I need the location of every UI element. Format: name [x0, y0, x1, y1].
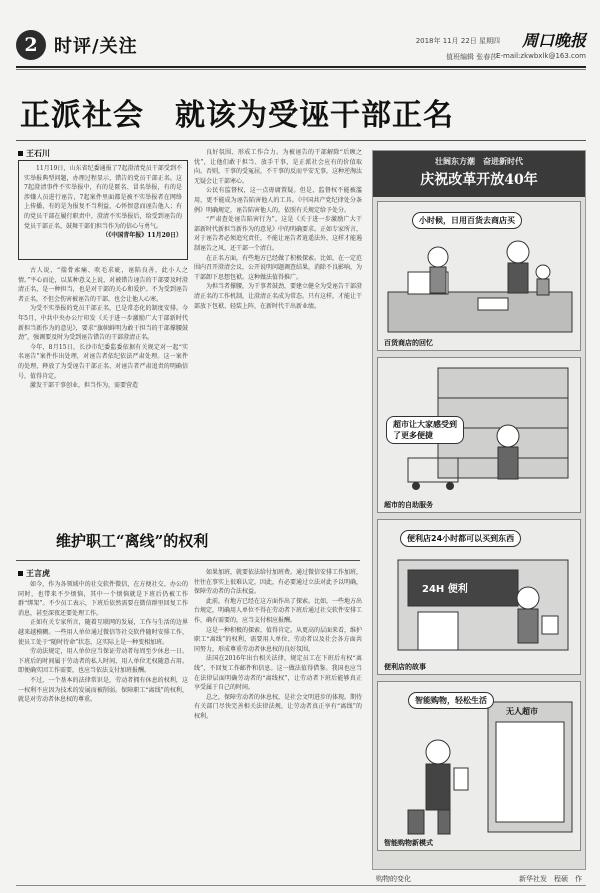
paragraph: “严肃查处诬告陷害行为”，这是《关于进一步激励广大干部新时代新担当新作为的意见》中的明确要求。正如专家所言，对于诬告者必须追究责任，不能让诬告者逍遥法外，这样才能遏制诬告之风，还干部一个清白。 — [194, 216, 362, 252]
contact-email: E-mail:zkwbxlk@163.com — [496, 52, 586, 60]
paragraph: 总之，保障劳动者的休息权，是社会文明进步的体现。期待有关部门尽快完善相关法律法规，让劳动者真正享有“离线”的权利。 — [194, 693, 362, 720]
paragraph: 不过，一个基本的法律常识是，劳动者拥有休息的权利，这一权利不应因为技术的发展而被削弱。保障职工“离线”的权利，就是对劳动者休息权的尊重。 — [18, 676, 188, 704]
speech-bubble: 便利店24小时都可以买到东西 — [400, 530, 521, 547]
secondary-headline: 维护职工“离线”的权利 — [56, 532, 209, 550]
panel-slogan: 壮阔东方潮 奋进新时代 — [435, 157, 523, 166]
paragraph: 激发干部干事创业，担当作为，需要营造 — [30, 382, 139, 390]
illustration-caption: 超市的自助服务 — [384, 501, 433, 509]
main-article-column-1 — [18, 266, 188, 498]
paragraph: 公民有监督权，这一点毋庸置疑。但是，监督权不能被滥用，更不能成为诬告陷害他人的工具。《中国共产党纪律处分条例》明确规定，诬告陷害他人的，依照有关规定给予处分。 — [194, 187, 362, 214]
main-article-column-2 — [194, 148, 362, 500]
headline-divider — [16, 140, 586, 141]
store-sign: 24H 便利 — [422, 584, 468, 595]
speech-bubble: 小时候，日用百货去商店买 — [412, 212, 522, 229]
paragraph: 为担当者撑腰，为干事者鼓劲，要建立健全为受诬告干部澄清正名的工作机制，让澄清正名成为常态。只有这样，才能让干部放下包袱、轻装上阵，在新时代干出新业绩。 — [194, 283, 362, 310]
footer-divider — [16, 885, 586, 886]
illustration-caption: 便利店的故事 — [384, 663, 426, 671]
duty-editor: 值班编辑 张春莎 — [446, 53, 498, 61]
illustration-caption: 百货商店的回忆 — [384, 339, 433, 347]
panel-heading: 庆祝改革开放40年 — [420, 172, 538, 188]
lead-box — [18, 160, 188, 260]
secondary-author: 王言虎 — [18, 568, 50, 579]
lead-paragraph: 11月19日，山东省纪委通报了7起澄清党员干部受到不实举报典型问题，办理过程显示，错告的党员干部正名。这7起澄清事件不实举报中，有的是匿名、冒名举报，有的是涉嫌人员进行诬告，7起案件里面都是被不实举报者在网络上传播，有的是为报复不当利益，心怀恨意而诬告他人；有的党员干部在履行职责中，澄清不实举报后，给受到诬告的党员干部正名，鼓舞干部们担当作为的信心与勇气。 — [24, 165, 182, 230]
secondary-article-column-2 — [194, 568, 362, 870]
paragraph: 古人说，“揣骨索痛、吹毛求疵，诬陷良善，此小人之情。”平心而论，以某种意义上说，对被错告诬告的干部要及时澄清正名，是一种担当，也是对干部的关心和爱护。不为受到诬告者正名，不但会伤害被诬告的干部，也会让他人心寒。 — [18, 267, 188, 303]
header-divider-thin — [16, 69, 586, 70]
header-divider — [16, 66, 586, 68]
paragraph: 正如有关专家所言，随着互联网的发展，工作与生活的边界越来越模糊。一些用人单位通过微信等社交软件随时安排工作，使员工处于“随时待命”状态，这实际上是一种变相加班。 — [18, 619, 188, 646]
page-number: 2 — [16, 30, 46, 60]
page-header — [16, 30, 586, 66]
lead-source: （《中国青年报》11月20日） — [102, 232, 182, 240]
paragraph: 良好氛围、形成工作合力。为被诬告的干部解除“后顾之忧”，让他们敢于担当、放手干事，是正派社会应有的价值取向。否则，干事的受冤屈，不干事的反而平安无事，这种逆淘汰无疑会让干部寒心。 — [194, 149, 362, 185]
paragraph: 为受不实举报的党员干部正名，已是常态化的制度安排。今年5月，中共中央办公厅印发《关于进一步激励广大干部新时代新担当新作为的意见》，要求“旗帜鲜明为敢于担当的干部撑腰鼓劲”，强调要及时为受到诬告错告的干部澄清正名。 — [18, 305, 188, 342]
paragraph: 如今，作为各领域中的社交软件微信，在方便社交、办公的同时，也带来不少烦恼，其中一个烦恼就是下班后仍被工作群“绑架”。不少员工表示，下班后依然需要在微信群里回复工作消息，甚至深夜还要处理工作。 — [18, 581, 188, 617]
store-sign: 无人超市 — [506, 707, 538, 716]
anniversary-panel — [372, 150, 586, 870]
secondary-divider — [16, 560, 360, 561]
paragraph: 劳动法规定，用人单位应当保证劳动者每周至少休息一日。下班后的时间属于劳动者的私人时间，用人单位无权随意占用。即便确实因工作需要，也应当依法支付加班报酬。 — [18, 648, 188, 675]
paragraph: 在正名方面，有些地方已经做了积极探索。比如，在一定范围内召开澄清会议，公开说明问题调查结果，消除不良影响，为干部卸下思想包袱。这种做法值得推广。 — [194, 254, 362, 281]
panel-banner — [373, 151, 585, 197]
paragraph: 如果加班，就要依法给付加班费。通过微信安排工作加班，往往在事实上很难认定，因此，有必要通过立法对此予以明确，保障劳动者的合法权益。 — [194, 569, 362, 596]
illustration-convenience-store — [377, 519, 581, 675]
illustration-supermarket — [377, 357, 581, 513]
main-author: 王石川 — [18, 148, 50, 159]
speech-bubble: 超市让大家感受到了更多便捷 — [386, 416, 464, 444]
speech-bubble: 智能购物，轻松生活 — [408, 692, 494, 709]
secondary-article-column-1 — [18, 580, 188, 870]
illustration-credit: 新华社发 程硕 作 — [519, 875, 582, 883]
issue-date: 2018年 11月 22日 星期四 — [415, 37, 500, 45]
section-title: 时评/关注 — [54, 36, 138, 57]
newspaper-logo: 周口晚报 — [521, 31, 586, 50]
illustration-title: 购物的变化 — [376, 875, 411, 883]
paragraph: 这是一种积极的探索，值得肯定。从更高的层面来看，维护职工“离线”的权利，需要用人单位、劳动者以及社会各方面共同努力，形成尊重劳动者休息权的良好氛围。 — [194, 626, 362, 653]
illustration-smart-shopping — [377, 681, 581, 851]
illustration-caption: 智能购物新模式 — [384, 839, 433, 847]
paragraph: 此前，有地方已经在这方面作出了探索。比如，一些地方出台规定，明确用人单位不得在劳动者下班后通过社交软件安排工作，确有需要的，应当支付相应报酬。 — [194, 597, 362, 624]
paragraph: 今年，8月15日，长沙市纪委监委依据有关规定对一起“实名诬告”案件作出处理，对诬告者依纪依法严肃处理。这一案件的处理，释放了为受诬告干部正名、对诬告者严肃追责的明确信号，值得肯定。 — [18, 343, 188, 380]
main-headline: 正派社会 就该为受诬干部正名 — [20, 98, 454, 133]
paragraph: 法国在2016年出台相关法律，规定员工在下班后有权“离线”，不回复工作邮件和信息。这一做法值得借鉴。我国也应当在法律层面明确劳动者的“离线权”，让劳动者下班后能够真正享受属于自己的时间。 — [194, 655, 362, 692]
illustration-department-store — [377, 201, 581, 351]
